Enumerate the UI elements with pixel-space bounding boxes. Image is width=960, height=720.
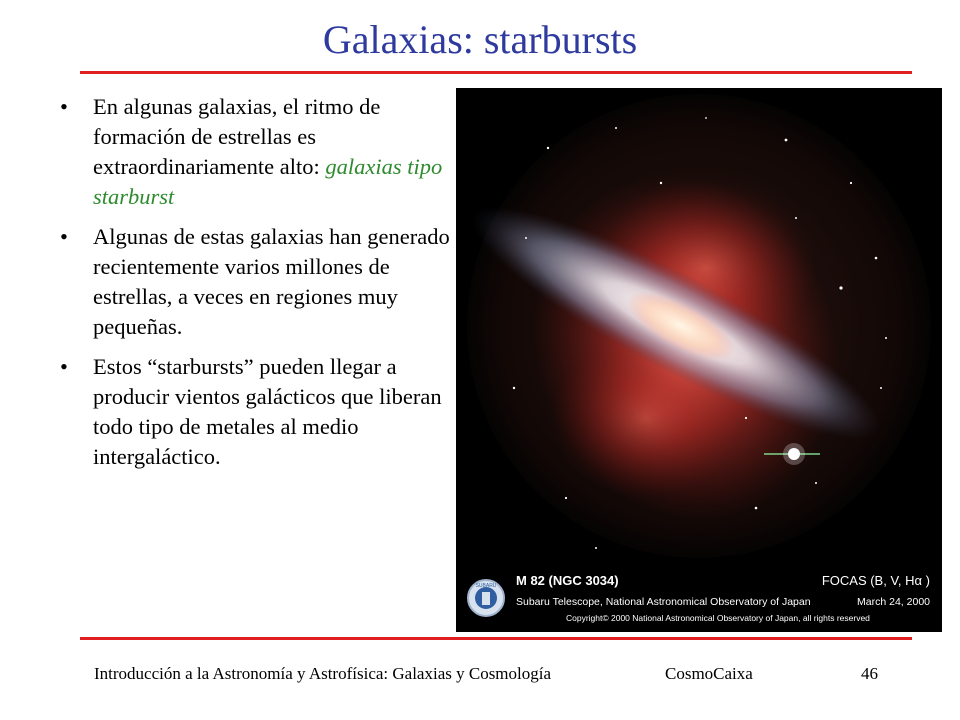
subaru-logo xyxy=(468,580,504,616)
bullet-text: Algunas de estas galaxias han generado recientemente varios millones de estrellas, a veces en regiones muy pequeñas. xyxy=(93,224,450,339)
bullet-item xyxy=(60,222,460,342)
bullet-item xyxy=(60,92,460,212)
bullet-text: Estos “starbursts” pueden llegar a producir vientos galácticos que liberan todo tipo de metales al medio intergaláctico. xyxy=(93,354,442,469)
bullet-text: En algunas galaxias, el ritmo de formación de estrellas es extraordinariamente alto: xyxy=(93,94,381,179)
footer-divider xyxy=(80,637,912,640)
svg-text:SUBARU: SUBARU xyxy=(475,583,497,589)
slide-title: Galaxias: starbursts xyxy=(322,17,638,62)
footer-course: Introducción a la Astronomía y Astrofísica: Galaxias y Cosmología xyxy=(94,664,552,683)
m82-galaxy-image xyxy=(456,88,942,632)
bullet-list xyxy=(60,92,460,482)
copyright-label: Copyright© 2000 National Astronomical Observatory of Japan, all rights reserved xyxy=(566,613,870,623)
bullet-marker: • xyxy=(60,354,68,379)
title-divider xyxy=(80,71,912,74)
bullet-highlight: galaxias tipo starburst xyxy=(93,154,443,209)
credit-label: Subaru Telescope, National Astronomical Observatory of Japan xyxy=(516,596,811,608)
bullet-marker: • xyxy=(60,94,68,119)
page-number: 46 xyxy=(861,664,878,683)
bullet-item xyxy=(60,352,460,472)
date-label: March 24, 2000 xyxy=(857,596,930,608)
galaxy-photo xyxy=(456,88,942,632)
bullet-marker: • xyxy=(60,224,68,249)
instrument-label: FOCAS (B, V, Hα ) xyxy=(821,573,930,588)
object-label: M 82 (NGC 3034) xyxy=(516,573,619,588)
footer-venue: CosmoCaixa xyxy=(665,664,753,683)
